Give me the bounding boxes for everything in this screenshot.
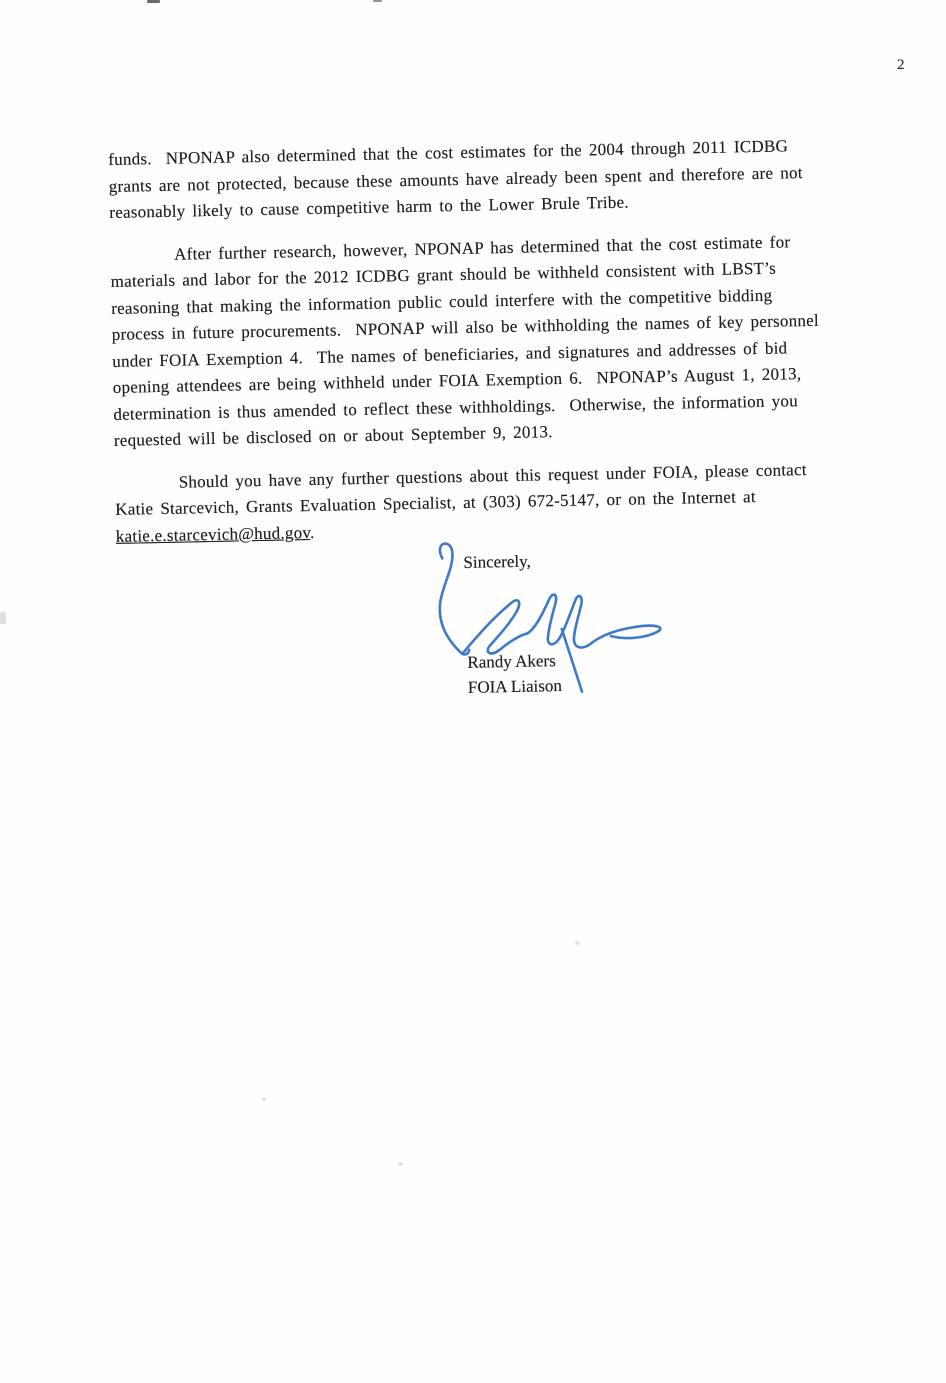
letter-line: Katie Starcevich, Grants Evaluation Specialist, at (303) 672-5147, or on the Internet at (115, 487, 757, 519)
letter-line: reasoning that making the information public could interfere with the competitive bidding (111, 285, 773, 318)
letter-line: requested will be disclosed on or about September 9, 2013. (113, 422, 553, 450)
paragraph-1 (108, 131, 909, 227)
paragraph-2 (110, 226, 914, 454)
signer-name: Randy Akers (467, 651, 556, 672)
letter-line: funds. NPONAP also determined that the cost estimates for the 2004 through 2011 ICDBG (108, 136, 789, 169)
letter-line: under FOIA Exemption 4. The names of beneficiaries, and signatures and addresses of bid (112, 337, 788, 371)
email-text: katie.e.starcevich@hud.gov (115, 522, 311, 546)
letter-line: determination is thus amended to reflect these withholdings. Otherwise, the information you (113, 390, 799, 424)
letter-line: After further research, however, NPONAP has determined that the cost estimate for (173, 231, 791, 264)
letter-line: process in future procurements. NPONAP will also be withholding the names of key personnel (111, 310, 820, 344)
scan-artifact-dot (575, 941, 580, 945)
letter-line: Should you have any further questions about this request under FOIA, please contact (178, 459, 807, 492)
letter-line: grants are not protected, because these amounts have already been spent and therefore are not (108, 162, 803, 196)
signer-title: FOIA Liaison (467, 676, 563, 697)
closing-line: Sincerely, (463, 551, 531, 572)
letter-body (108, 131, 916, 697)
letter-line: opening attendees are being withheld under FOIA Exemption 6. NPONAP’s August 1, 2013, (112, 364, 802, 397)
scan-artifact-dot (398, 1162, 403, 1166)
letter-line: materials and labor for the 2012 ICDBG grant should be withheld consistent with LBST’s (110, 258, 777, 291)
scan-artifact-speck (147, 0, 160, 3)
scan-artifact-speck (373, 0, 382, 2)
page-number: 2 (897, 57, 905, 73)
letter-line: reasonably likely to cause competitive harm to the Lower Brule Tribe. (109, 192, 629, 222)
scan-artifact-dot (262, 1097, 266, 1101)
email-period: . (309, 522, 315, 542)
signature-block (467, 648, 562, 700)
scan-artifact-smudge (0, 612, 6, 624)
